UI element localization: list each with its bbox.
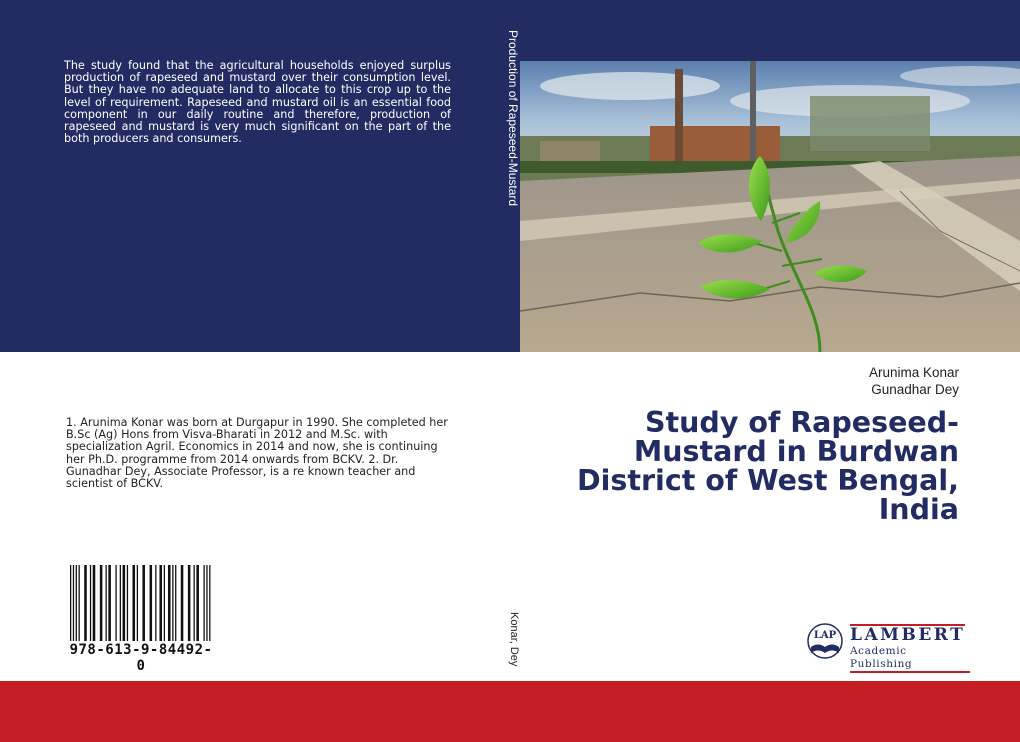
barcode-bar bbox=[137, 565, 138, 641]
barcode-bar bbox=[100, 565, 103, 641]
barcode-bar bbox=[132, 565, 135, 641]
barcode-bar bbox=[90, 565, 91, 641]
barcode-bar bbox=[93, 565, 96, 641]
barcode-bar bbox=[194, 565, 195, 641]
barcode-bar bbox=[155, 565, 156, 641]
author-bio: 1. Arunima Konar was born at Durgapur in 1990. She completed her B.Sc (Ag) Hons from Visva-Bharati in 2012 and M.Sc. with specialization Agril. Economics in 2014 and now, she is continuing her Ph.D. programme from 2014 onwards from BCKV. 2. Dr. Gunadhar Dey, Associate Professor, is a re known teacher and scientist of BCKV. bbox=[66, 416, 448, 491]
barcode-bar bbox=[181, 565, 184, 641]
front-cover-authors bbox=[869, 364, 959, 398]
back-cover-blurb: The study found that the agricultural households enjoyed surplus production of rapeseed and mustard over their consumption level. But they have no adequate land to allocate to this crop up to the level of requirement. Rapeseed and mustard oil is an essential food component in our daily routine and therefore, production of rapeseed and mustard is very much significant on the part of the both producers and consumers. bbox=[64, 59, 451, 146]
barcode-bar bbox=[127, 565, 128, 641]
author-name: Gunadhar Dey bbox=[871, 382, 959, 397]
barcode-bar bbox=[120, 565, 121, 641]
barcode-bar bbox=[70, 565, 71, 641]
barcode-bar bbox=[196, 565, 199, 641]
spine-authors: Konar, Dey bbox=[508, 612, 520, 667]
barcode-bar bbox=[175, 565, 176, 641]
barcode-bar bbox=[206, 565, 207, 641]
publisher-name: LAMBERT bbox=[850, 625, 966, 645]
barcode-bar bbox=[168, 565, 171, 641]
seedling-on-road-photo-icon bbox=[520, 61, 1020, 352]
cover-photo bbox=[520, 61, 1020, 352]
barcode-bar bbox=[188, 565, 191, 641]
barcode-bar bbox=[142, 565, 145, 641]
publisher-logo bbox=[805, 623, 970, 670]
barcode-bar bbox=[159, 565, 162, 641]
red-footer-band bbox=[0, 681, 1020, 742]
barcode-bar bbox=[73, 565, 74, 641]
barcode-bar bbox=[164, 565, 165, 641]
barcode-bar bbox=[123, 565, 126, 641]
spine-title: Production of Rapeseed-Mustard bbox=[506, 30, 520, 207]
publisher-logo-text: LAP bbox=[813, 630, 837, 641]
barcode-bar bbox=[106, 565, 107, 641]
barcode-bar bbox=[172, 565, 173, 641]
book-title: Study of Rapeseed-Mustard in Burdwan District of West Bengal, India bbox=[576, 406, 959, 526]
barcode-bar bbox=[209, 565, 210, 641]
barcode bbox=[70, 565, 212, 641]
publisher-subtitle: Academic Publishing bbox=[850, 645, 970, 673]
open-book-icon bbox=[805, 623, 845, 661]
isbn-number: 978-613-9-84492-0 bbox=[69, 642, 213, 674]
barcode-bar bbox=[76, 565, 77, 641]
barcode-bar bbox=[203, 565, 204, 641]
barcode-bar bbox=[84, 565, 87, 641]
author-name: Arunima Konar bbox=[868, 365, 959, 380]
barcode-bar bbox=[108, 565, 111, 641]
barcode-bar bbox=[150, 565, 153, 641]
barcode-bar bbox=[79, 565, 80, 641]
barcode-bar bbox=[115, 565, 116, 641]
